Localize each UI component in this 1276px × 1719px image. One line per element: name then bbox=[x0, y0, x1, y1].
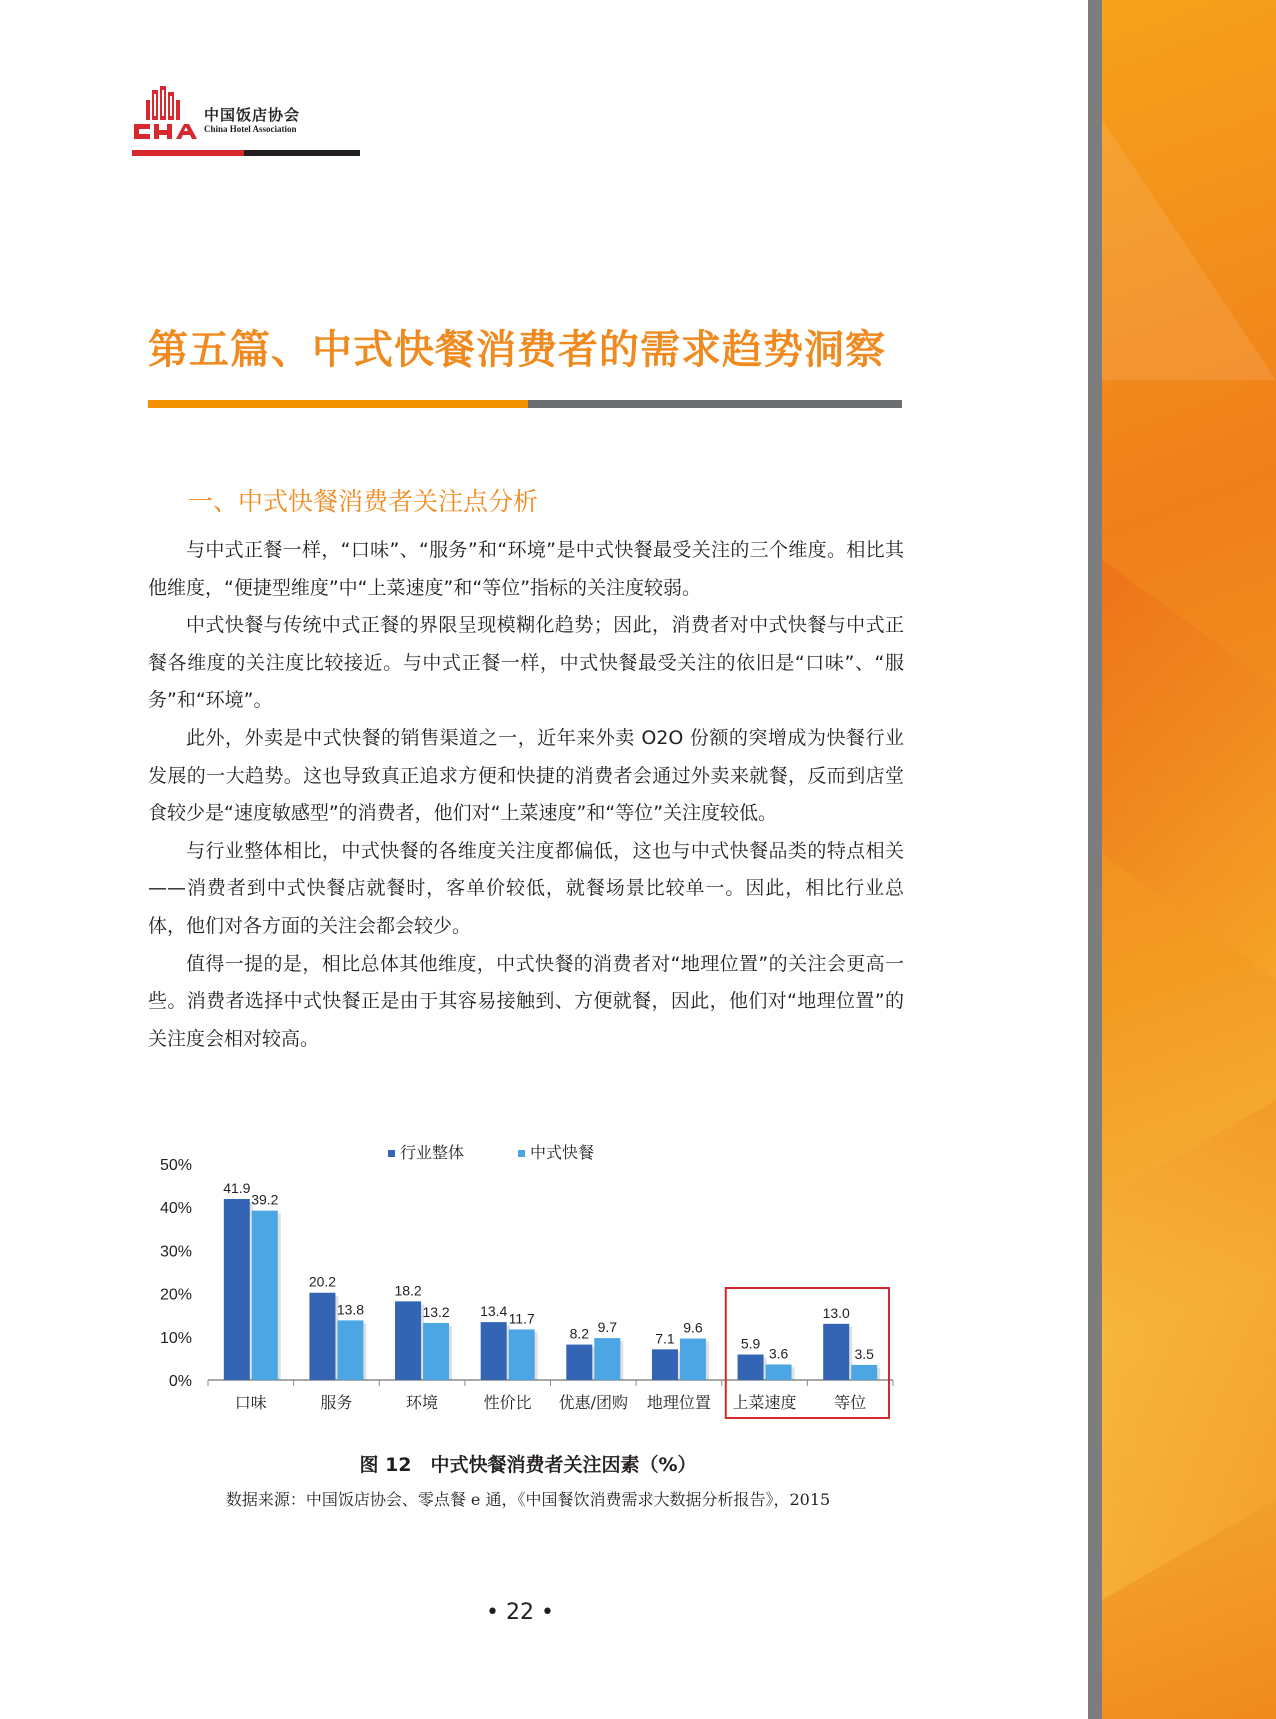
legend-swatch bbox=[518, 1150, 525, 1157]
data-label: 13.0 bbox=[822, 1304, 850, 1321]
data-label: 41.9 bbox=[223, 1179, 251, 1196]
y-tick-label: 30% bbox=[159, 1243, 192, 1261]
data-label: 11.7 bbox=[508, 1310, 535, 1327]
bar-chart bbox=[148, 1138, 908, 1438]
x-tick-label: 地理位置 bbox=[646, 1393, 711, 1412]
legend-label: 中式快餐 bbox=[530, 1143, 595, 1162]
bar bbox=[395, 1301, 421, 1380]
paragraph: 值得一提的是，相比总体其他维度，中式快餐的消费者对“地理位置”的关注会更高一些。消费者选择中式快餐正是由于其容易接触到、方便就餐，因此，他们对“地理位置”的关注度会相对较高。 bbox=[148, 952, 904, 1050]
y-tick-label: 40% bbox=[159, 1200, 192, 1218]
data-label: 3.5 bbox=[854, 1345, 874, 1362]
org-logo bbox=[132, 86, 362, 142]
org-name-cn: 中国饭店协会 bbox=[204, 106, 301, 124]
body-text bbox=[148, 532, 904, 1058]
side-facet bbox=[1102, 120, 1276, 380]
data-label: 13.4 bbox=[480, 1303, 508, 1320]
legend-label: 行业整体 bbox=[400, 1143, 465, 1162]
bar bbox=[851, 1365, 877, 1380]
bar bbox=[738, 1355, 764, 1380]
data-label: 20.2 bbox=[308, 1273, 337, 1290]
chapter-title: 第五篇、中式快餐消费者的需求趋势洞察 bbox=[148, 326, 886, 373]
bar bbox=[224, 1199, 250, 1380]
bar bbox=[423, 1323, 449, 1380]
x-tick-label: 优惠/团购 bbox=[558, 1393, 629, 1412]
bar bbox=[594, 1338, 620, 1380]
figure-caption: 图 12 中式快餐消费者关注因素（%） bbox=[359, 1454, 697, 1476]
bar bbox=[652, 1349, 678, 1380]
x-tick-label: 等位 bbox=[834, 1393, 867, 1412]
paragraph: 与中式正餐一样，“口味”、“服务”和“环境”是中式快餐最受关注的三个维度。相比其他维度，“便捷型维度”中“上菜速度”和“等位”指标的关注度较弱。 bbox=[148, 539, 904, 599]
source-note: 数据来源：中国饭店协会、零点餐 e 通，《中国餐饮消费需求大数据分析报告》，2015 bbox=[225, 1490, 831, 1509]
bar bbox=[252, 1211, 278, 1380]
bar bbox=[337, 1320, 363, 1380]
bar bbox=[481, 1322, 507, 1380]
header-rule bbox=[132, 150, 360, 156]
x-tick-label: 上菜速度 bbox=[732, 1393, 797, 1412]
x-tick-label: 环境 bbox=[406, 1393, 439, 1412]
data-label: 13.8 bbox=[336, 1301, 365, 1318]
section-heading: 一、中式快餐消费者关注点分析 bbox=[188, 487, 539, 516]
paragraph: 此外，外卖是中式快餐的销售渠道之一，近年来外卖 O2O 份额的突增成为快餐行业发展的一大趋势。这也导致真正追求方便和快捷的消费者会通过外卖来就餐，反而到店堂食较少是“速度敏感型”的消费者，他们对“上菜速度”和“等位”关注度较低。 bbox=[148, 726, 904, 825]
data-label: 9.7 bbox=[597, 1319, 618, 1336]
side-facet bbox=[1102, 1100, 1276, 1600]
x-tick-label: 性价比 bbox=[483, 1393, 532, 1412]
paragraph: 与行业整体相比，中式快餐的各维度关注度都偏低，这也与中式快餐品类的特点相关——消费者到中式快餐店就餐时，客单价较低，就餐场景比较单一。因此，相比行业总体，他们对各方面的关注会都会较少。 bbox=[148, 839, 904, 937]
data-label: 18.2 bbox=[394, 1282, 422, 1299]
bar bbox=[566, 1345, 592, 1380]
data-label: 9.6 bbox=[683, 1319, 703, 1336]
paragraph: 中式快餐与传统中式正餐的界限呈现模糊化趋势；因此，消费者对中式快餐与中式正餐各维度的关注度比较接近。与中式正餐一样，中式快餐最受关注的依旧是“口味”、“服务”和“环境”。 bbox=[148, 614, 904, 712]
page-number: • 22 • bbox=[486, 1600, 554, 1625]
side-gray-band bbox=[1088, 0, 1102, 1719]
bar bbox=[766, 1364, 792, 1380]
x-tick-label: 服务 bbox=[320, 1393, 353, 1412]
org-name-en: China Hotel Association bbox=[204, 124, 297, 134]
side-orange-band bbox=[1102, 0, 1276, 1719]
cha-logo-icon bbox=[132, 86, 198, 142]
y-tick-label: 20% bbox=[159, 1286, 192, 1304]
data-label: 13.2 bbox=[422, 1303, 450, 1320]
data-label: 7.1 bbox=[655, 1330, 675, 1347]
y-tick-label: 50% bbox=[159, 1157, 192, 1174]
data-label: 8.2 bbox=[569, 1325, 590, 1342]
y-tick-label: 10% bbox=[159, 1329, 192, 1347]
bar bbox=[309, 1293, 335, 1380]
legend-swatch bbox=[388, 1150, 395, 1157]
x-tick-label: 口味 bbox=[234, 1393, 267, 1412]
y-tick-label: 0% bbox=[168, 1373, 192, 1390]
side-facet bbox=[1102, 560, 1276, 980]
bar-chart-svg bbox=[148, 1138, 908, 1438]
title-rule bbox=[148, 400, 902, 408]
data-label: 39.2 bbox=[251, 1191, 279, 1208]
bar bbox=[509, 1329, 535, 1380]
bar bbox=[823, 1324, 849, 1380]
data-label: 5.9 bbox=[740, 1335, 761, 1352]
bar bbox=[680, 1339, 706, 1380]
data-label: 3.6 bbox=[768, 1345, 789, 1362]
